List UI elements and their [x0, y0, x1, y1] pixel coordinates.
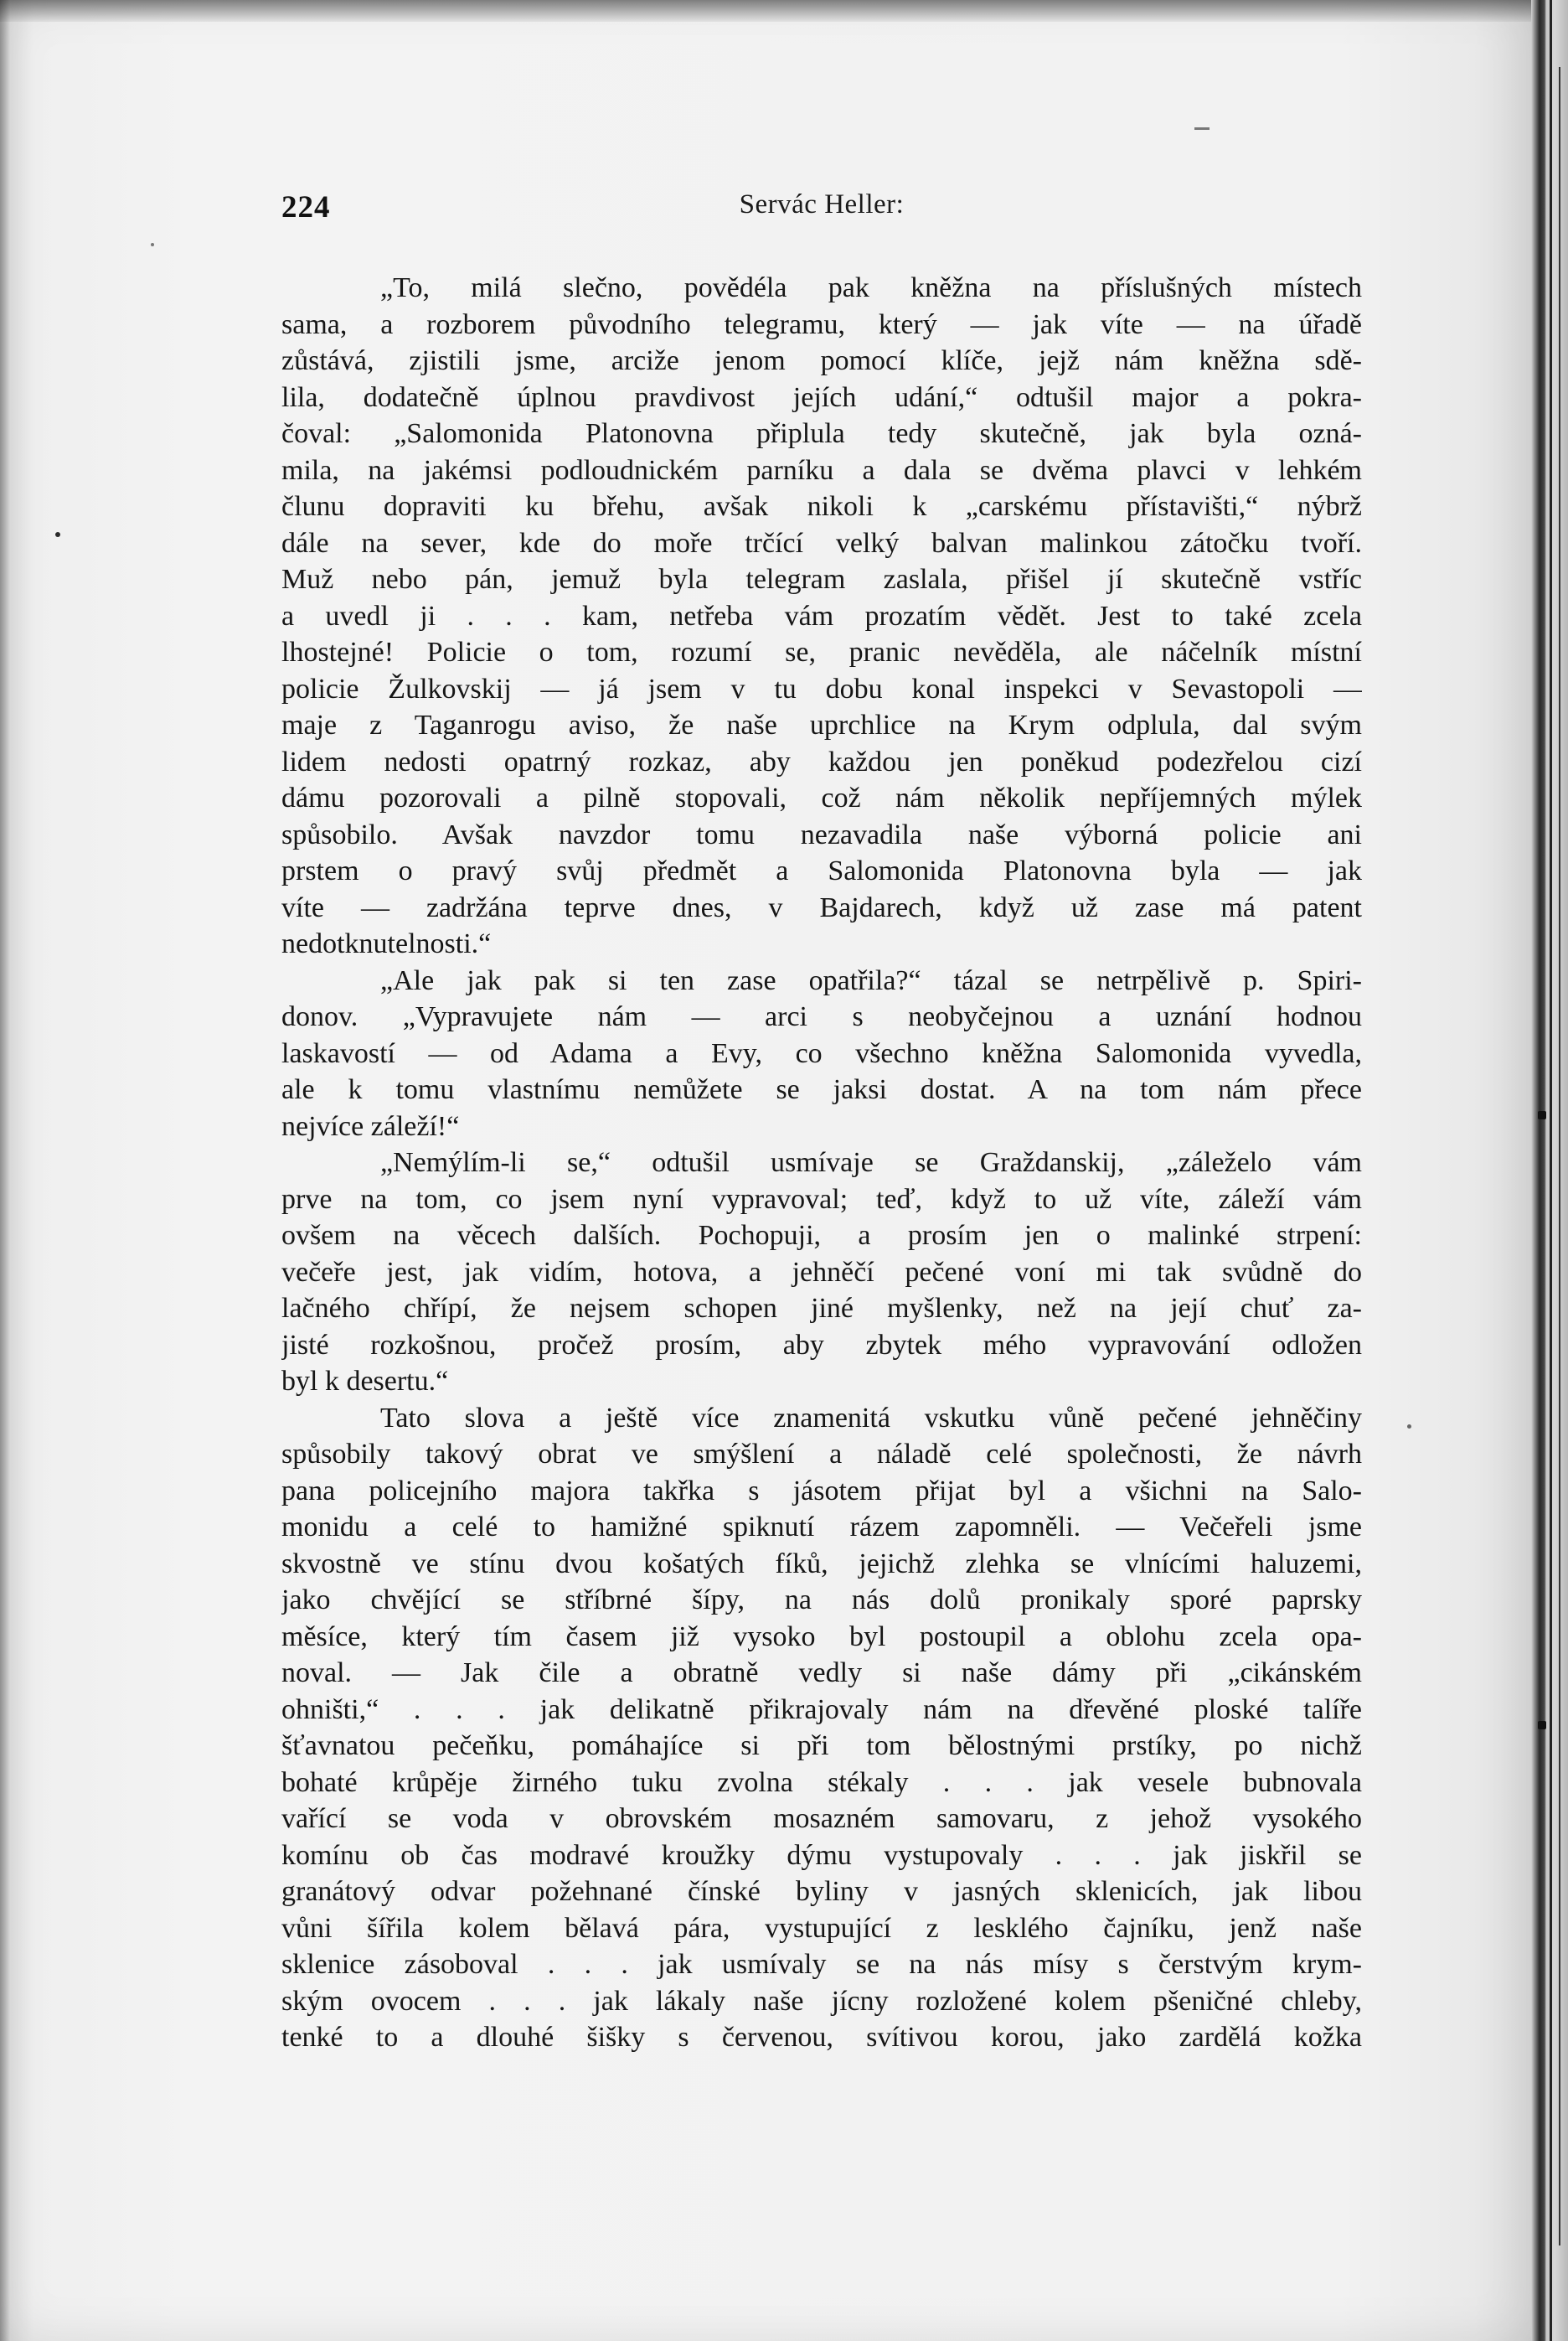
paragraph — [281, 270, 1362, 963]
scan-dust-mark — [1194, 127, 1210, 130]
spine-notch — [1538, 1111, 1546, 1119]
spine-line — [1559, 67, 1560, 2245]
page-header — [281, 189, 1362, 240]
spine-line — [1550, 0, 1552, 2341]
book-spine-edge — [1531, 0, 1568, 2341]
text-line: bohaté krůpěje žirného tuku zvolna stékaly . . . jak vesele bubnovala — [281, 1766, 1362, 1798]
text-line: lačného chřípí, že nejsem schopen jiné myšlenky, než na její chuť za- — [281, 1293, 1362, 1324]
text-line: šťavnatou pečeňku, pomáhajíce si při tom bělostnými prstíky, po nichž — [281, 1730, 1362, 1761]
paragraph — [281, 1400, 1362, 2056]
text-line: vůni šířila kolem bělavá pára, vystupující z lesklého čajníku, jenž naše — [281, 1912, 1362, 1944]
text-line: sama, a rozborem původního telegramu, který — jak víte — na úřadě — [281, 308, 1362, 340]
text-line: člunu dopraviti ku břehu, avšak nikoli k „carskému přístavišti,“ nýbrž — [281, 491, 1362, 522]
text-line: večeře jest, jak vidím, hotova, a jehněčí pečené voní mi tak svůdně do — [281, 1256, 1362, 1288]
text-line: laskavostí — od Adama a Evy, co všechno kněžna Salomonida vyvedla, — [281, 1037, 1362, 1069]
text-line: lidem nedosti opatrný rozkaz, aby každou jen poněkud podezřelou cizí — [281, 746, 1362, 778]
text-line: „Ale jak pak si ten zase opatřila?“ tázal se netrpělivě p. Spiri- — [380, 964, 1362, 996]
paragraph — [281, 1145, 1362, 1400]
text-line: tenké to a dlouhé šišky s červenou, svítivou korou, jako zardělá kožka — [281, 2022, 1362, 2053]
text-line: sklenice zásoboval . . . jak usmívaly se na nás mísy s čerstvým krym- — [281, 1949, 1362, 1980]
page-number: 224 — [281, 190, 331, 225]
text-line: ovšem na věcech dalších. Pochopuji, a prosím jen o malinké strpení: — [281, 1220, 1362, 1251]
text-line: jako chvějící se stříbrné šípy, na nás dolů pronikaly sporé paprsky — [281, 1584, 1362, 1615]
paragraph — [281, 963, 1362, 1145]
text-line: čoval: „Salomonida Platonovna připlula tedy skutečně, jak byla ozná- — [281, 418, 1362, 449]
text-line: donov. „Vypravujete nám — arci s neobyčejnou a uznání hodnou — [281, 1001, 1362, 1032]
text-line: lila, dodatečně úplnou pravdivost jejích udání,“ odtušil major a pokra- — [281, 381, 1362, 413]
text-line: ohništi,“ . . . jak delikatně přikrajovaly nám na dřevěné ploské talíře — [281, 1693, 1362, 1725]
text-line: pana policejního majora takřka s jásotem přijat byl a všichni na Salo- — [281, 1475, 1362, 1506]
body-text — [281, 270, 1362, 2056]
text-line: měsíce, který tím časem již vysoko byl postoupil a oblohu zcela opa- — [281, 1620, 1362, 1652]
text-line: spůsobily takový obrat ve smýšlení a náladě celé společnosti, že návrh — [281, 1439, 1362, 1470]
text-line: „Nemýlím-li se,“ odtušil usmívaje se Graždanskij, „záleželo vám — [380, 1147, 1362, 1178]
text-line: skvostně ve stínu dvou košatých fíků, jejichž zlehka se vlnícími haluzemi, — [281, 1548, 1362, 1579]
text-line: prve na tom, co jsem nyní vypravoval; teď, když to už víte, záleží vám — [281, 1183, 1362, 1215]
scan-speck — [55, 532, 60, 537]
text-line: Muž nebo pán, jemuž byla telegram zaslala, přišel jí skutečně vstříc — [281, 564, 1362, 595]
text-line: granátový odvar požehnané čínské byliny v jasných sklenicích, jak libou — [281, 1876, 1362, 1907]
text-line: lhostejné! Policie o tom, rozumí se, pranic nevěděla, ale náčelník místní — [281, 637, 1362, 668]
scan-left-edge-shadow — [0, 0, 10, 2341]
text-line: noval. — Jak čile a obratně vedly si naše dámy při „cikánském — [281, 1657, 1362, 1688]
text-line: prstem o pravý svůj předmět a Salomonida Platonovna byla — jak — [281, 855, 1362, 886]
text-line: zůstává, zjistili jsme, arciže jenom pomocí klíče, jejž nám kněžna sdě- — [281, 345, 1362, 376]
text-line: policie Žulkovskij — já jsem v tu dobu konal inspekci v Sevastopoli — — [281, 673, 1362, 705]
text-line: vařící se voda v obrovském mosazném samovaru, z jehož vysokého — [281, 1803, 1362, 1834]
text-line: dále na sever, kde do moře trčící velký balvan malinkou zátočku tvoří. — [281, 527, 1362, 559]
text-line: nejvíce záleží!“ — [281, 1110, 460, 1142]
text-line: „To, milá slečno, povědéla pak kněžna na příslušných místech — [380, 272, 1362, 303]
text-line: nedotknutelnosti.“ — [281, 928, 492, 959]
text-line: a uvedl ji . . . kam, netřeba vám prozatím vědět. Jest to také zcela — [281, 600, 1362, 632]
running-head: Servác Heller: — [739, 189, 905, 220]
text-line: Tato slova a ještě více znamenitá vskutku vůně pečené jehněčiny — [380, 1402, 1362, 1434]
text-line: mila, na jakémsi podloudnickém parníku a dala se dvěma plavci v lehkém — [281, 454, 1362, 486]
text-line: dámu pozorovali a pilně stopovali, což nám několik nepříjemných mýlek — [281, 783, 1362, 814]
scan-speck — [151, 243, 154, 246]
text-line: byl k desertu.“ — [281, 1366, 449, 1397]
text-line: maje z Taganrogu aviso, že naše uprchlice na Krym odplula, dal svým — [281, 710, 1362, 741]
text-line: ale k tomu vlastnímu nemůžete se jaksi dostat. A na tom nám přece — [281, 1074, 1362, 1105]
text-line: monidu a celé to hamižné spiknutí rázem zapomněli. — Večeřeli jsme — [281, 1512, 1362, 1543]
scan-speck — [1407, 1424, 1411, 1429]
spine-notch — [1538, 1721, 1546, 1729]
text-line: spůsobilo. Avšak navzdor tomu nezavadila naše výborná policie ani — [281, 819, 1362, 850]
text-line: víte — zadržána teprve dnes, v Bajdarech, když už zase má patent — [281, 891, 1362, 923]
text-line: komínu ob čas modravé kroužky dýmu vystupovaly . . . jak jiskřil se — [281, 1839, 1362, 1871]
text-line: jisté rozkošnou, pročež prosím, aby zbytek mého vypravování odložen — [281, 1329, 1362, 1361]
text-line: ským ovocem . . . jak lákaly naše jícny rozložené kolem pšeničné chleby, — [281, 1985, 1362, 2017]
scan-top-shadow — [0, 0, 1536, 22]
